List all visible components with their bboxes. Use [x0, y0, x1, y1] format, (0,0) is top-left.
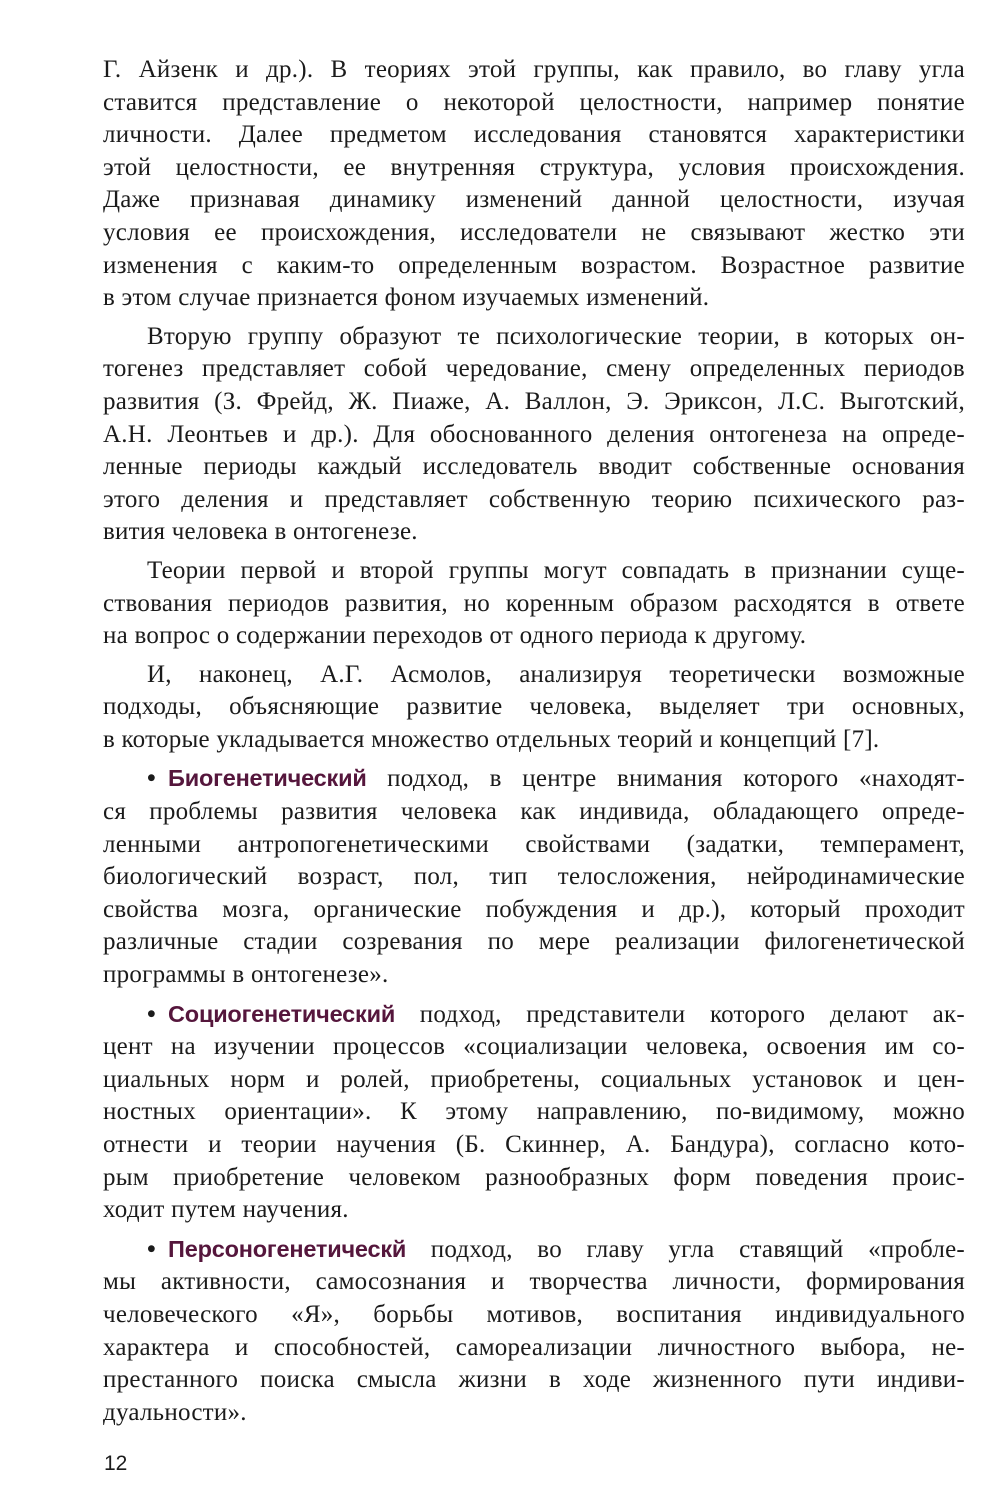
bullet-first-line-text: подход, в центре внимания которого «находят-	[366, 765, 965, 793]
text-line: И, наконец, А.Г. Асмолов, анализируя теоретически возможные	[147, 660, 965, 688]
text-line: этой целостности, ее внутренняя структура, условия происхождения.	[103, 153, 965, 181]
text-line: Вторую группу образуют те психологические теории, в которых он-	[147, 322, 965, 350]
text-line: программы в онтогенезе».	[103, 961, 389, 989]
bullet-marker: •	[147, 1000, 157, 1028]
text-line: биологический возраст, пол, тип телосложения, нейродинамические	[103, 863, 965, 891]
text-line: изменения с каким-то определенным возрастом. Возрастное развитие	[103, 251, 965, 279]
text-line: цент на изучении процессов «социализации человека, освоения им со-	[103, 1033, 965, 1061]
text-line: рым приобретение человеком разнообразных форм поведения проис-	[103, 1163, 965, 1191]
paragraph-asmolov	[103, 659, 965, 757]
text-line: тогенез представляет собой чередование, смену определенных периодов	[103, 355, 965, 383]
bullet-first-line	[103, 762, 965, 796]
text-line: престанного поиска смысла жизни в ходе жизненного пути индиви-	[103, 1366, 965, 1394]
text-line: ствования периодов развития, но коренным образом расходятся в ответе	[103, 589, 965, 617]
bullet-marker: •	[147, 1235, 157, 1263]
text-line: ся проблемы развития человека как индивида, обладающего опреде-	[103, 798, 965, 826]
text-line: ностных ориентации». К этому направлению, по-видимому, можно	[103, 1098, 965, 1126]
bullet-first-line	[103, 1233, 965, 1267]
bullet-first-line	[103, 998, 965, 1032]
page-body	[103, 54, 965, 1429]
text-line: условия ее происхождения, исследователи не связывают жестко эти	[103, 218, 965, 246]
text-line: в этом случае признается фоном изучаемых изменений.	[103, 284, 710, 312]
paragraph-comparison	[103, 555, 965, 653]
text-line: Г. Айзенк и др.). В теориях этой группы, как правило, во главу угла	[103, 56, 965, 83]
bullet-marker: •	[147, 765, 157, 793]
bullet-first-line-text: подход, во главу угла ставящий «пробле-	[406, 1235, 965, 1263]
text-line: ставится представление о некоторой целостности, например понятие	[103, 88, 965, 116]
text-line: вития человека в онтогенезе.	[103, 518, 418, 546]
text-line: Даже признавая динамику изменений данной целостности, изучая	[103, 186, 965, 214]
text-line: различные стадии созревания по мере реализации филогенетической	[103, 928, 965, 956]
text-line: отнести и теории научения (Б. Скиннер, А. Бандура), согласно кото-	[103, 1131, 965, 1158]
text-line: в которые укладывается множество отдельных теорий и концепций [7].	[103, 725, 880, 753]
text-line: ленные периоды каждый исследователь вводит собственные основания	[103, 453, 965, 481]
text-line: человеческого «Я», борьбы мотивов, воспитания индивидуального	[103, 1300, 965, 1328]
text-line: характера и способностей, самореализации личностного выбора, не-	[103, 1333, 965, 1361]
bullet-term: Персоногенетическй	[168, 1235, 407, 1262]
bullet-personogenetic	[103, 1233, 965, 1430]
text-line: А.Н. Леонтьев и др.). Для обоснованного деления онтогенеза на опреде-	[103, 420, 965, 448]
text-line: этого деления и представляет собственную теорию психического раз-	[103, 485, 965, 513]
text-line: подходы, объясняющие развитие человека, выделяет три основных,	[103, 693, 965, 721]
text-line: свойства мозга, органические побуждения и др.), который проходит	[103, 895, 965, 923]
text-line: Теории первой и второй группы могут совпадать в признании суще-	[147, 556, 965, 584]
bullet-first-line-text: подход, представители которого делают ак-	[395, 1000, 965, 1028]
bullet-term: Биогенетический	[168, 765, 367, 792]
text-line: личности. Далее предметом исследования становятся характеристики	[103, 121, 965, 149]
text-line: развития (З. Фрейд, Ж. Пиаже, А. Валлон, Э. Эриксон, Л.С. Выготский,	[103, 387, 965, 415]
text-line: дуальности».	[103, 1398, 247, 1426]
paragraph-second-group	[103, 321, 965, 549]
text-line: мы активности, самосознания и творчества личности, формирования	[103, 1268, 965, 1296]
bullet-sociogenetic	[103, 998, 965, 1227]
page-number: 12	[104, 1452, 128, 1475]
bullet-biogenetic	[103, 762, 965, 991]
text-line: ходит путем научения.	[103, 1196, 349, 1224]
text-line: на вопрос о содержании переходов от одного периода к другому.	[103, 622, 807, 650]
bullet-term: Социогенетический	[168, 1000, 396, 1027]
text-line: ленными антропогенетическими свойствами (задатки, темперамент,	[103, 830, 965, 858]
text-line: циальных норм и ролей, приобретены, социальных установок и цен-	[103, 1065, 965, 1093]
paragraph-continuation	[103, 54, 965, 315]
